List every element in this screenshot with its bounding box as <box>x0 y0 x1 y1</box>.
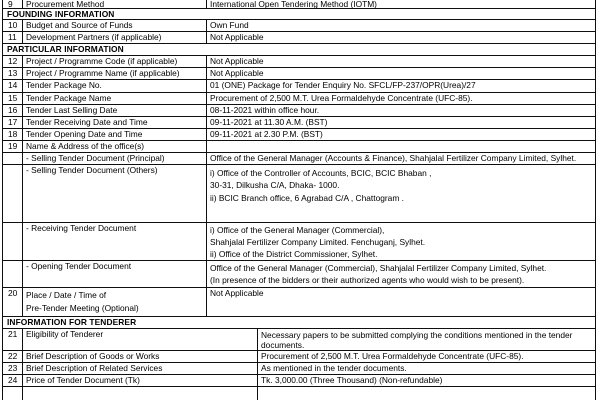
row-number: 12 <box>8 56 18 66</box>
row-number: 17 <box>8 117 18 127</box>
row-value: Necessary papers to be submitted complying the conditions mentioned in the tender documents. <box>257 329 596 350</box>
table-row <box>2 141 596 153</box>
row-label: Tender Package Name <box>22 93 206 104</box>
row-value: Tk. 3,000.00 (Three Thousand) (Non-refundable) <box>257 375 596 386</box>
row-number: 9 <box>8 0 13 8</box>
row-value: Procurement of 2,500 M.T. Urea Formaldehyde Concentrate (UFC-85). <box>206 93 596 104</box>
row-number: 22 <box>8 351 18 361</box>
row-value: 01 (ONE) Package for Tender Enquiry No. SFCL/FP-237/OPR(Urea)/27 <box>206 80 596 92</box>
section-title: FOUNDING INFORMATION <box>7 9 115 19</box>
row-label: Project / Programme Code (if applicable) <box>22 56 206 67</box>
row-label: Name & Address of the office(s) <box>22 141 206 152</box>
row-number: 15 <box>8 93 18 103</box>
row-label: - Selling Tender Document (Principal) <box>22 153 206 164</box>
table-row <box>2 80 596 93</box>
row-number <box>3 153 22 164</box>
table-row <box>2 153 596 165</box>
row-number <box>3 261 22 287</box>
table-row <box>2 0 596 9</box>
table-row <box>2 351 596 363</box>
row-value: Office of the General Manager (Accounts & Finance), Shahjalal Fertilizer Company Limited, Sylhet. <box>206 153 596 164</box>
row-value: Own Fund <box>206 20 596 31</box>
table-row <box>2 288 596 317</box>
row-value: Office of the General Manager (Commercial), Shahjalal Fertilizer Company Limited, Sylhet. (In presence of the bidders or their authorized agents who would wish to be present). <box>206 261 596 287</box>
table-row <box>2 117 596 129</box>
row-number: 11 <box>8 32 17 42</box>
row-value: As mentioned in the tender documents. <box>257 363 596 374</box>
row-number <box>3 223 22 260</box>
row-number <box>3 165 22 222</box>
row-label: Brief Description of Goods or Works <box>22 351 257 362</box>
row-number: 13 <box>8 68 18 78</box>
row-value: Not Applicable <box>206 68 596 79</box>
row-number: 10 <box>8 20 18 30</box>
table-row <box>2 32 596 44</box>
row-label: Tender Last Selling Date <box>22 105 206 116</box>
table-row <box>2 223 596 261</box>
row-label: Procurement Method <box>22 0 206 8</box>
table-row <box>2 363 596 375</box>
table-row <box>2 93 596 105</box>
table-row <box>2 329 596 351</box>
row-value: 08-11-2021 within office hour. <box>206 105 596 116</box>
row-value: i) Office of the General Manager (Commercial), Shahjalal Fertilizer Company Limited. Fenchuganj, Sylhet. ii) Office of the District Commissioner, Sylhet. <box>206 223 596 260</box>
row-label: Project / Programme Name (if applicable) <box>22 68 206 79</box>
row-label: Eligibility of Tenderer <box>22 329 257 350</box>
table-row <box>2 387 596 400</box>
section-header <box>2 44 596 56</box>
row-label: Price of Tender Document (Tk) <box>22 375 257 386</box>
section-title: PARTICULAR INFORMATION <box>7 44 124 54</box>
row-value: Not Applicable <box>206 56 596 67</box>
row-label: Tender Package No. <box>22 80 206 92</box>
tender-notice-table <box>2 0 596 400</box>
row-value: 09-11-2021 at 11.30 A.M. (BST) <box>206 117 596 128</box>
table-row <box>2 20 596 32</box>
row-label: Development Partners (if applicable) <box>22 32 206 43</box>
row-number: 23 <box>8 363 18 373</box>
section-header <box>2 317 596 329</box>
row-number: 16 <box>8 105 18 115</box>
table-row <box>2 56 596 68</box>
row-number: 24 <box>8 375 18 385</box>
row-label: - Receiving Tender Document <box>22 223 206 260</box>
row-value: Not Applicable <box>206 32 596 43</box>
row-number: 14 <box>8 80 18 90</box>
row-value: Not Applicable <box>206 288 596 316</box>
row-label: Budget and Source of Funds <box>22 20 206 31</box>
table-row <box>2 129 596 141</box>
row-number: 19 <box>8 141 18 151</box>
row-label: - Selling Tender Document (Others) <box>22 165 206 222</box>
row-value: i) Office of the Controller of Accounts, BCIC, BCIC Bhaban , 30-31, Dilkusha C/A, Dhaka- 1000. ii) BCIC Branch office, 6 Agrabad C/A , Chattogram . <box>206 165 596 222</box>
row-number: 18 <box>8 129 18 139</box>
row-number: 21 <box>8 329 18 339</box>
row-label: Tender Receiving Date and Time <box>22 117 206 128</box>
row-value <box>206 141 596 152</box>
row-value: International Open Tendering Method (IOTM) <box>206 0 596 8</box>
row-number: 20 <box>8 288 18 298</box>
table-row <box>2 68 596 80</box>
row-label: - Opening Tender Document <box>22 261 206 287</box>
table-row <box>2 375 596 387</box>
section-title: INFORMATION FOR TENDERER <box>7 317 137 327</box>
row-label: Place / Date / Time of Pre-Tender Meeting (Optional) <box>22 288 206 316</box>
table-row <box>2 105 596 117</box>
section-header <box>2 9 596 20</box>
row-label: Tender Opening Date and Time <box>22 129 206 140</box>
row-value: 09-11-2021 at 2.30 P.M. (BST) <box>206 129 596 140</box>
table-row <box>2 261 596 288</box>
row-value: Procurement of 2,500 M.T. Urea Formaldehyde Concentrate (UFC-85). <box>257 351 596 362</box>
row-label: Brief Description of Related Services <box>22 363 257 374</box>
table-row <box>2 165 596 223</box>
